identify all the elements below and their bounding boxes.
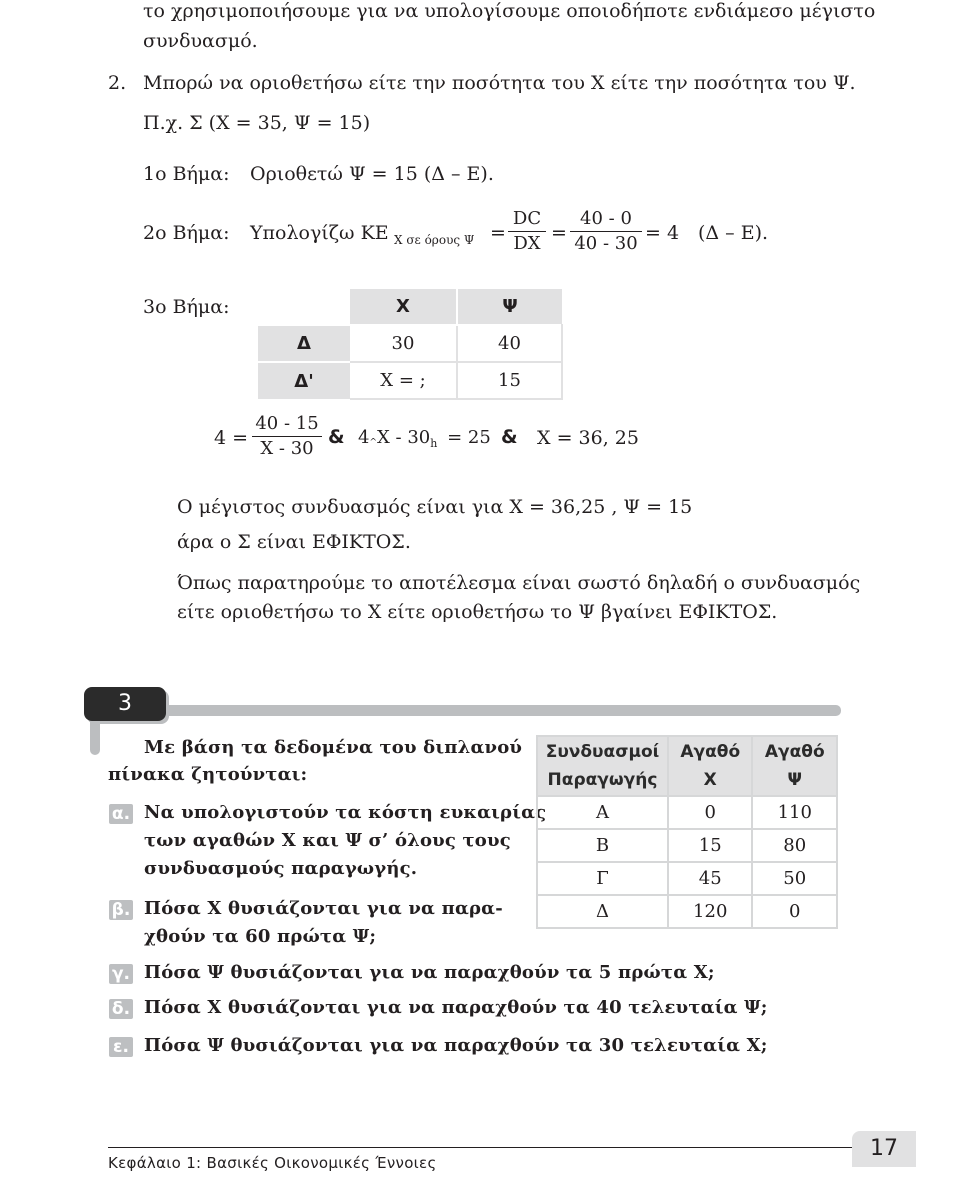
table-cell: Α [537,796,668,829]
table-cell: Δ [537,895,668,928]
equation-mid-sub: h [430,437,438,450]
table-row-label: Δ' [258,362,350,399]
table-header-y [752,736,837,796]
header-text: Χ [703,770,717,790]
fraction-denominator: DX [513,233,541,254]
table-cell: 120 [668,895,753,928]
header-text: Αγαθό [764,742,825,762]
table-cell: 30 [350,325,457,362]
production-table [536,735,838,929]
table-cell: 80 [752,829,837,862]
table-header-y: Ψ [457,289,562,325]
table-cell: 0 [668,796,753,829]
question-b: Πόσα Χ θυσιάζονται για να παρα- [144,898,503,919]
exercise-number: 3 [118,691,132,716]
table-row-label: Δ [258,325,350,362]
question-a: συνδυασμούς παραγωγής. [144,858,418,879]
exercise-intro: Με βάση τα δεδομένα του διπλανού [144,737,523,758]
table-cell: 50 [752,862,837,895]
item-number: 2. [108,72,127,94]
step2-subscript: Χ σε όρους Ψ [394,233,475,247]
equation-mid-expr: Χ - 30 [377,427,431,448]
equation-mid-coef: 4 [358,427,370,448]
fraction-bar [508,231,546,232]
table-header-x [668,736,753,796]
exercise-number-badge [84,687,166,721]
table-cell: 45 [668,862,753,895]
table-row [537,862,837,895]
step1-label: 1ο Βήμα: [143,163,230,185]
question-a: των αγαθών Χ και Ψ σ’ όλους τους [144,830,511,851]
table-header-combos [537,736,668,796]
fraction-numerator: 40 - 15 [255,413,319,434]
implies-symbol: & [501,426,518,448]
fraction-dc-dx [508,208,546,254]
table-corner [258,289,350,325]
question-label-g: γ. [109,964,133,984]
example-line: Π.χ. Σ (Χ = 35, Ψ = 15) [143,112,371,134]
result-value: = 4 [645,222,680,244]
footer-rule [108,1147,852,1148]
question-label-a: α. [109,804,133,824]
table-cell: 110 [752,796,837,829]
conclusion-line: Όπως παρατηρούμε το αποτέλεσμα είναι σωστό δηλαδή ο συνδυασμός [177,572,861,594]
table-cell: 15 [457,362,562,399]
equation-lhs: 4 = [214,427,249,449]
text-line: συνδυασμό. [143,30,258,52]
header-text: Συνδυασμοί [545,742,660,762]
table-cell: Β [537,829,668,862]
step1-text: Οριοθετώ Ψ = 15 (Δ – Ε). [250,163,494,185]
question-a: Να υπολογιστούν τα κόστη ευκαιρίας [144,802,547,823]
fraction-bar [252,436,322,437]
table-row [537,829,837,862]
conclusion-line: άρα ο Σ είναι ΕΦΙΚΤΟΣ. [177,531,411,553]
question-d: Πόσα Χ θυσιάζονται για να παραχθούν τα 40 τελευταία Ψ; [144,997,768,1018]
page-number: 17 [870,1136,898,1161]
exercise-bar [100,705,841,716]
question-label-e: ε. [109,1037,133,1057]
table-header-x: Χ [350,289,457,325]
text-line: το χρησιμοποιήσουμε για να υπολογίσουμε οποιοδήποτε ενδιάμεσο μέγιστο [143,0,876,22]
question-g: Πόσα Ψ θυσιάζονται για να παραχθούν τα 5 πρώτα Χ; [144,962,715,983]
table-cell: 40 [457,325,562,362]
equals-sign: = [551,222,567,244]
conclusion-line: Ο μέγιστος συνδυασμός είναι για Χ = 36,25 , Ψ = 15 [177,496,693,518]
conclusion-line: είτε οριοθετήσω το Χ είτε οριοθετήσω το Ψ βγαίνει ΕΦΙΚΤΟΣ. [177,601,778,623]
step3-label: 3ο Βήμα: [143,296,230,318]
fraction-denominator: 40 - 30 [574,233,638,254]
step3-table [258,289,563,400]
question-label-d: δ. [109,999,133,1019]
table-cell: Χ = ; [350,362,457,399]
text-line: Μπορώ να οριοθετήσω είτε την ποσότητα του Χ είτε την ποσότητα του Ψ. [143,72,856,94]
equation-rhs: Χ = 36, 25 [537,427,639,449]
header-text: Ψ [787,770,802,790]
table-row [537,796,837,829]
fraction-bar [570,231,642,232]
equation-mid-result: = 25 [447,427,491,448]
page-number-box [852,1131,916,1167]
fraction-denominator: Χ - 30 [260,438,314,459]
step2-label: 2ο Βήμα: [143,222,230,244]
table-cell: Γ [537,862,668,895]
header-text: Αγαθό [680,742,741,762]
equation-fraction [252,413,322,459]
equals-sign: = [490,222,506,244]
table-cell: 0 [752,895,837,928]
implies-symbol: & [328,426,345,448]
footer-chapter: Κεφάλαιο 1: Βασικές Οικονομικές Έννοιες [108,1154,437,1172]
equation-mid [358,427,491,450]
fraction-numerator: DC [512,208,542,229]
table-cell: 15 [668,829,753,862]
equation-mid-sup: ^ [369,438,377,448]
question-b: χθούν τα 60 πρώτα Ψ; [144,926,377,947]
exercise-intro: πίνακα ζητούνται: [108,764,308,785]
header-text: Παραγωγής [547,770,658,790]
step2-text: Υπολογίζω ΚΕ [250,222,389,244]
question-label-b: β. [109,900,133,920]
table-row [537,895,837,928]
result-note: (Δ – Ε). [698,222,769,244]
fraction-numerator: 40 - 0 [580,208,632,229]
fraction-values [570,208,642,254]
question-e: Πόσα Ψ θυσιάζονται για να παραχθούν τα 30 τελευταία Χ; [144,1035,768,1056]
